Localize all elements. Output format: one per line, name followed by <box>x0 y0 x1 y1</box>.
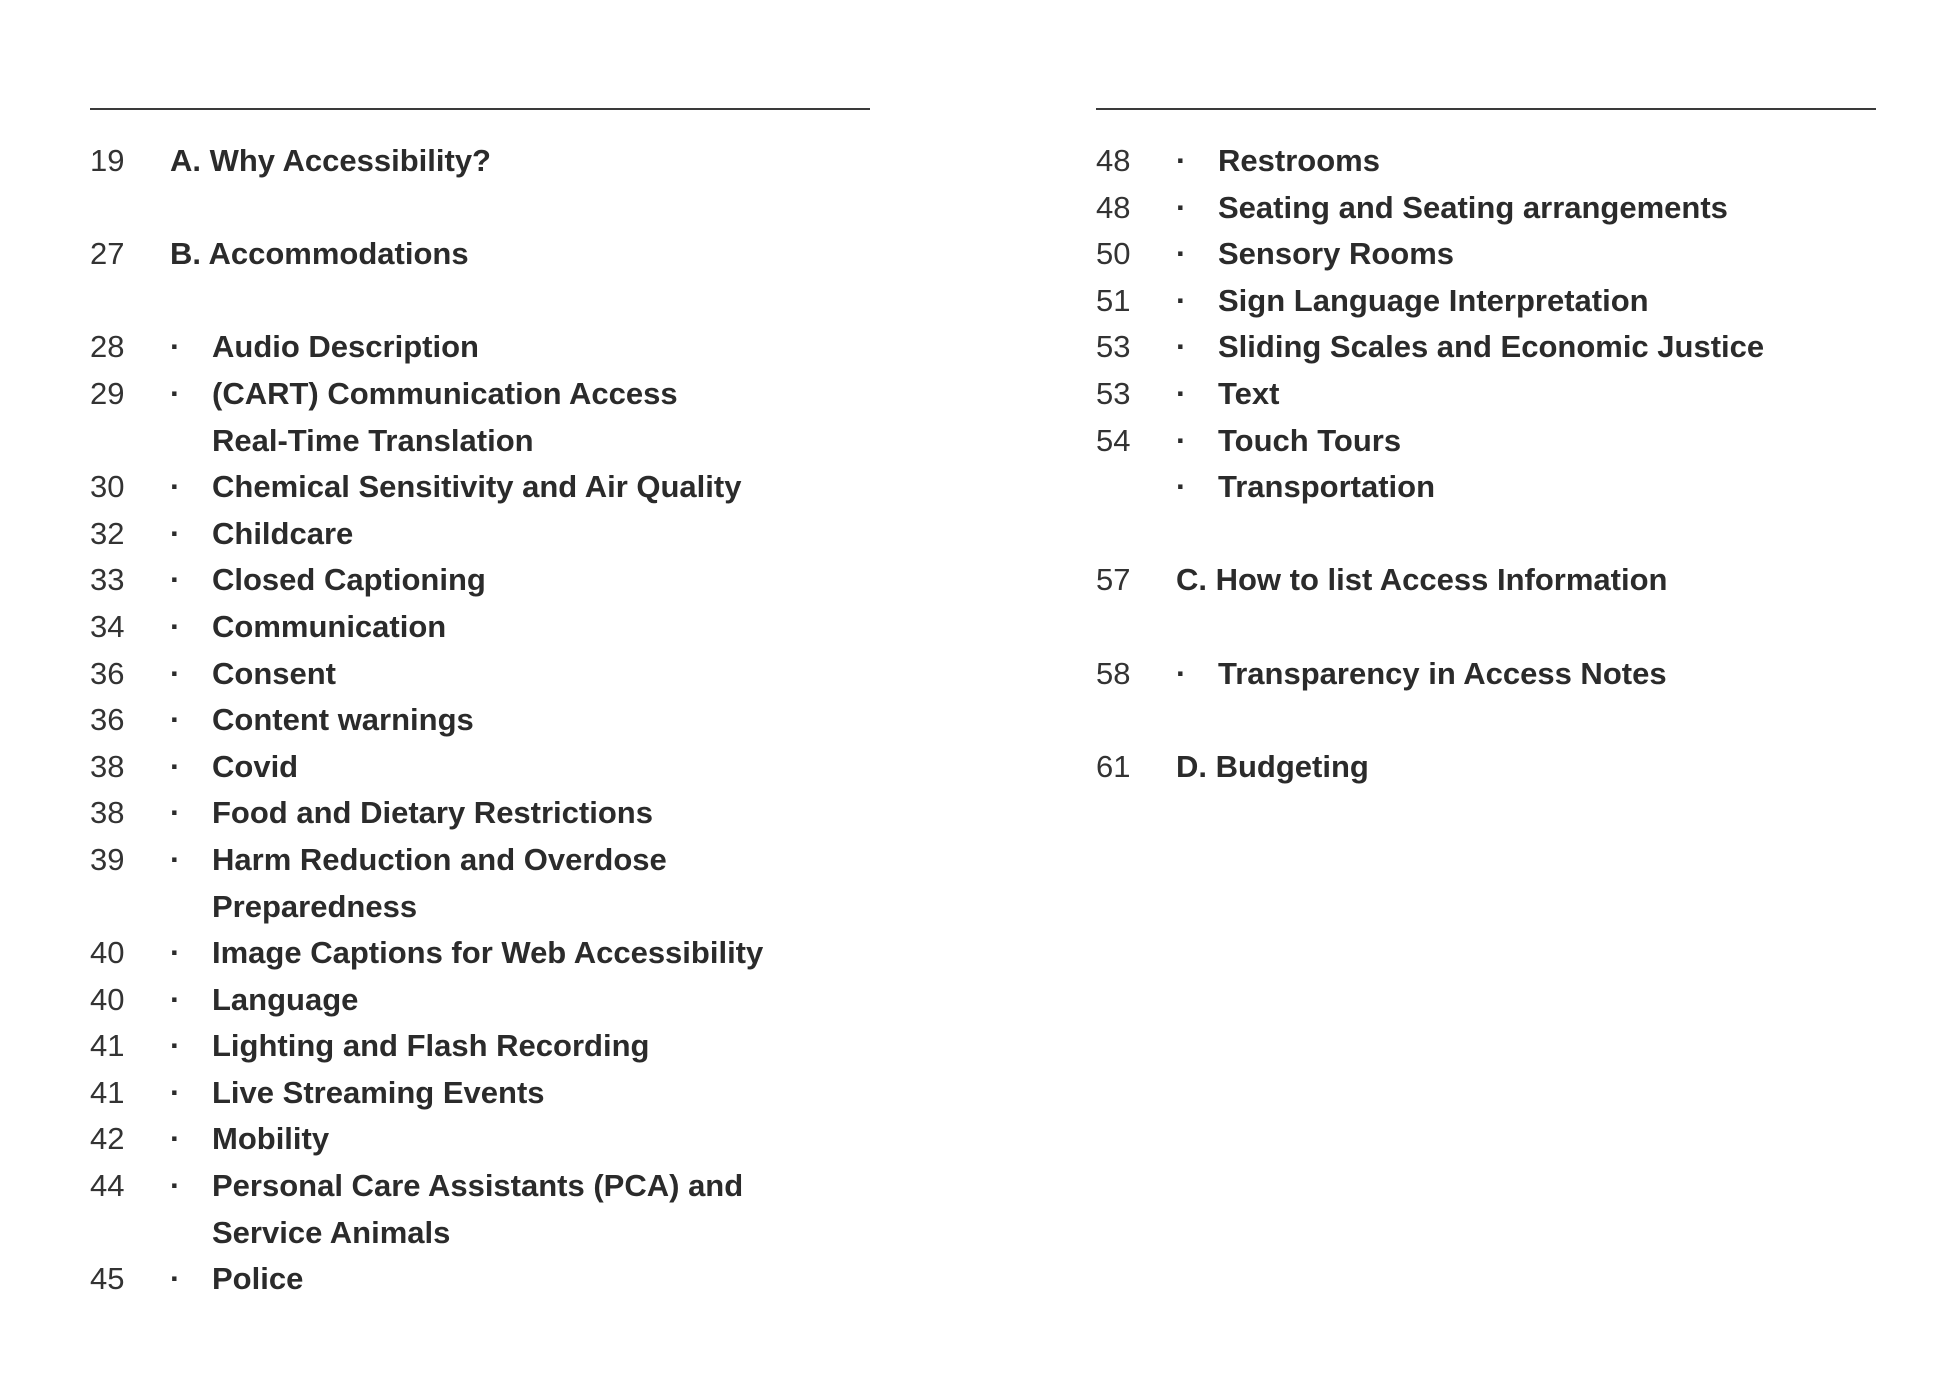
bullet-icon: · <box>1176 143 1187 178</box>
item-title: Touch Tours <box>1218 422 1402 458</box>
page-number: 28 <box>90 329 125 365</box>
bullet-icon: · <box>170 375 181 411</box>
page-number: 48 <box>1096 143 1131 178</box>
page-number: 38 <box>90 795 125 831</box>
toc-item-entry[interactable] <box>1096 464 1876 511</box>
toc-entries <box>1096 138 1876 790</box>
item-title: Lighting and Flash Recording <box>212 1028 650 1064</box>
page-number: 30 <box>90 469 125 505</box>
page-number: 53 <box>1096 329 1131 365</box>
page-number: 41 <box>90 1074 125 1110</box>
item-title: Mobility <box>212 1121 330 1157</box>
page-number: 44 <box>90 1168 125 1204</box>
bullet-icon: · <box>170 1121 181 1157</box>
bullet-icon: · <box>170 562 181 598</box>
toc-item-entry[interactable] <box>1096 371 1876 418</box>
bullet-icon: · <box>1176 236 1187 272</box>
page-number: 54 <box>1096 422 1131 458</box>
section-title: B. Accommodations <box>170 236 469 272</box>
page-number: 41 <box>90 1028 125 1064</box>
item-title: Audio Description <box>212 329 479 365</box>
bullet-icon: · <box>170 1028 181 1064</box>
page-number: 33 <box>90 562 125 598</box>
section-title: C. How to list Access Information <box>1176 562 1668 598</box>
item-title: Closed Captioning <box>212 562 486 598</box>
bullet-icon: · <box>170 608 181 644</box>
toc-item-entry[interactable] <box>1096 231 1876 278</box>
page-number: 36 <box>90 655 125 691</box>
toc-item-entry[interactable] <box>90 557 870 604</box>
item-title: Sign Language Interpretation <box>1218 282 1649 318</box>
top-rule <box>90 108 870 110</box>
toc-column-right <box>1096 108 1876 790</box>
item-title: Restrooms <box>1218 143 1380 178</box>
bullet-icon: · <box>1176 655 1187 691</box>
toc-item-entry[interactable] <box>90 744 870 791</box>
bullet-icon: · <box>170 469 181 505</box>
toc-item-entry[interactable] <box>1096 185 1876 232</box>
toc-section-entry[interactable] <box>1096 557 1876 604</box>
page-number: 51 <box>1096 282 1131 318</box>
toc-section-entry[interactable] <box>90 138 870 185</box>
item-title: (CART) Communication Access Real-Time Translation <box>212 375 678 458</box>
item-title: Communication <box>212 608 447 644</box>
page-number: 40 <box>90 935 125 971</box>
item-title: Text <box>1218 375 1280 411</box>
bullet-icon: · <box>1176 329 1187 365</box>
page-number: 29 <box>90 375 125 411</box>
page-number: 27 <box>90 236 125 272</box>
page-number: 50 <box>1096 236 1131 272</box>
item-title: Sensory Rooms <box>1218 236 1455 272</box>
section-title: D. Budgeting <box>1176 748 1369 784</box>
item-title: Childcare <box>212 515 354 551</box>
toc-item-entry[interactable] <box>90 464 870 511</box>
toc-item-entry[interactable] <box>90 651 870 698</box>
item-title: Consent <box>212 655 336 691</box>
top-rule <box>1096 108 1876 110</box>
toc-section-entry[interactable] <box>90 231 870 278</box>
bullet-icon: · <box>1176 422 1187 458</box>
item-title: Sliding Scales and Economic Justice <box>1218 329 1765 365</box>
toc-item-entry[interactable] <box>90 790 870 837</box>
page-number: 34 <box>90 608 125 644</box>
item-title: Harm Reduction and Overdose Preparedness <box>212 841 667 924</box>
bullet-icon: · <box>170 981 181 1017</box>
bullet-icon: · <box>170 795 181 831</box>
page-number: 40 <box>90 981 125 1017</box>
bullet-icon: · <box>170 1168 181 1204</box>
toc-item-entry[interactable] <box>1096 418 1876 465</box>
toc-item-entry[interactable] <box>90 1163 870 1256</box>
item-title: Transparency in Access Notes <box>1218 655 1667 691</box>
page-number: 42 <box>90 1121 125 1157</box>
bullet-icon: · <box>170 841 181 877</box>
toc-item-entry[interactable] <box>90 1023 870 1070</box>
toc-item-entry[interactable] <box>90 371 870 464</box>
item-title: Content warnings <box>212 702 474 738</box>
toc-item-entry[interactable] <box>90 324 870 371</box>
page-number: 19 <box>90 143 125 178</box>
toc-entries <box>90 138 870 1303</box>
section-spacer <box>90 185 870 232</box>
page-number: 61 <box>1096 748 1131 784</box>
toc-item-entry[interactable] <box>90 837 870 930</box>
toc-item-entry[interactable] <box>90 1116 870 1163</box>
item-title: Transportation <box>1218 469 1436 505</box>
toc-item-entry[interactable] <box>90 511 870 558</box>
item-title: Language <box>212 981 359 1017</box>
item-title: Food and Dietary Restrictions <box>212 795 653 831</box>
item-title: Police <box>212 1261 304 1297</box>
bullet-icon: · <box>170 935 181 971</box>
toc-item-entry[interactable] <box>90 977 870 1024</box>
bullet-icon: · <box>1176 282 1187 318</box>
bullet-icon: · <box>170 655 181 691</box>
item-title: Chemical Sensitivity and Air Quality <box>212 469 742 505</box>
page-number: 57 <box>1096 562 1131 598</box>
toc-item-entry[interactable] <box>90 930 870 977</box>
section-spacer <box>1096 697 1876 744</box>
item-title: Covid <box>212 748 299 784</box>
bullet-icon: · <box>170 515 181 551</box>
toc-item-entry[interactable] <box>1096 138 1876 185</box>
page-number: 39 <box>90 841 125 877</box>
toc-item-entry[interactable] <box>90 1070 870 1117</box>
bullet-icon: · <box>1176 469 1187 505</box>
item-title: Image Captions for Web Accessibility <box>212 935 764 971</box>
bullet-icon: · <box>1176 375 1187 411</box>
item-title: Seating and Seating arrangements <box>1218 189 1728 225</box>
bullet-icon: · <box>170 748 181 784</box>
section-spacer <box>1096 604 1876 651</box>
section-spacer <box>1096 511 1876 558</box>
bullet-icon: · <box>170 1261 181 1297</box>
toc-item-entry[interactable] <box>1096 278 1876 325</box>
item-title: Personal Care Assistants (PCA) and Service Animals <box>212 1168 744 1250</box>
bullet-icon: · <box>170 1074 181 1110</box>
bullet-icon: · <box>170 702 181 738</box>
section-spacer <box>90 278 870 325</box>
section-title: A. Why Accessibility? <box>170 143 491 178</box>
page-number: 53 <box>1096 375 1131 411</box>
toc-item-entry[interactable] <box>90 697 870 744</box>
toc-item-entry[interactable] <box>1096 651 1876 698</box>
page-number: 45 <box>90 1261 125 1297</box>
page-number: 36 <box>90 702 125 738</box>
toc-item-entry[interactable] <box>90 1256 870 1303</box>
toc-item-entry[interactable] <box>1096 324 1876 371</box>
toc-column-left <box>90 108 870 1303</box>
item-title: Live Streaming Events <box>212 1074 545 1110</box>
toc-section-entry[interactable] <box>1096 744 1876 791</box>
page-number: 48 <box>1096 189 1131 225</box>
page-number: 38 <box>90 748 125 784</box>
bullet-icon: · <box>170 329 181 365</box>
toc-item-entry[interactable] <box>90 604 870 651</box>
page-number: 58 <box>1096 655 1131 691</box>
page-number: 32 <box>90 515 125 551</box>
bullet-icon: · <box>1176 189 1187 225</box>
